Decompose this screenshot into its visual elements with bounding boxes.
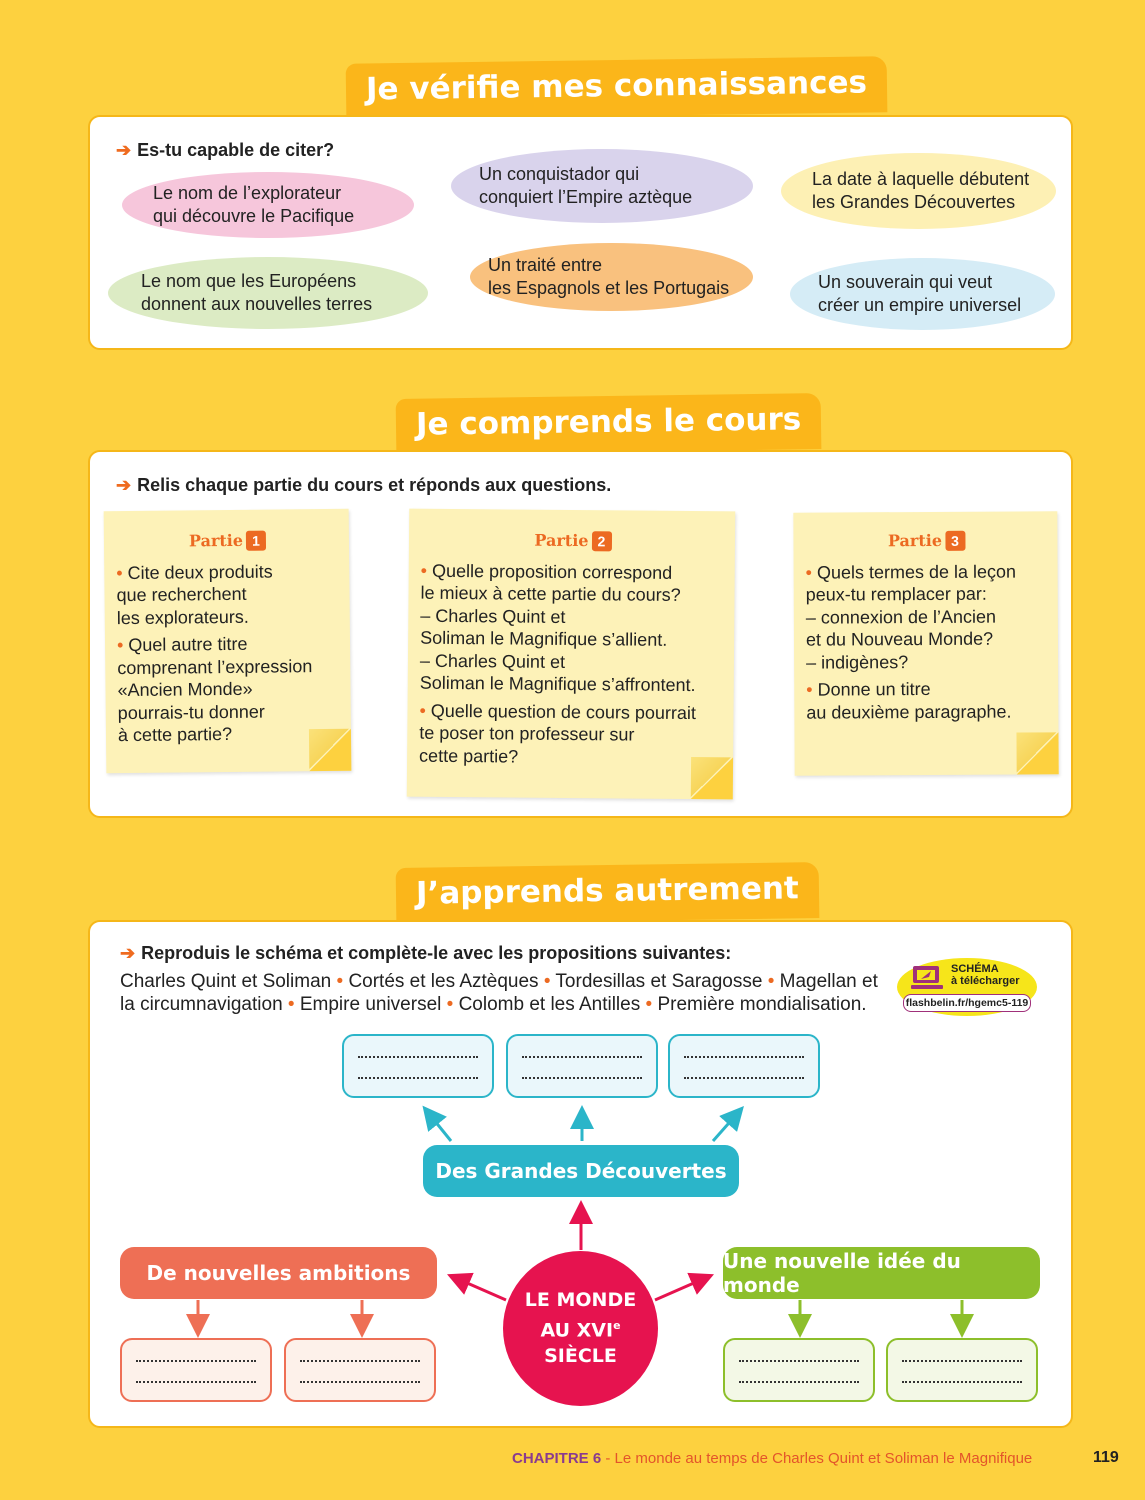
bubble-text-line: les Grandes Découvertes — [812, 192, 1016, 212]
sticky-note-part-1 — [104, 509, 352, 774]
part-number-badge: 3 — [945, 531, 965, 551]
instruction-learn — [120, 943, 731, 964]
bullet-icon: • — [805, 562, 817, 583]
separator-dot: • — [282, 994, 300, 1015]
arrow-icon: ➔ — [116, 140, 132, 160]
proposition-item: Cortés et les Aztèques — [348, 971, 539, 992]
bubble-text-line: Le nom de l’explorateur — [153, 183, 342, 203]
note-line: Soliman le Magnifique s’affrontent. — [419, 672, 696, 696]
proposition-item: Colomb et les Antilles — [458, 994, 641, 1015]
note-line: les explorateurs. — [116, 606, 249, 628]
bullet-icon: • — [116, 635, 129, 656]
note-line: que recherchent — [116, 583, 247, 606]
note-line: le mieux à cette partie du cours? — [420, 582, 681, 605]
note-line: – Charles Quint et — [420, 605, 566, 627]
note-heading — [421, 529, 725, 554]
note-line: «Ancien Monde» — [117, 678, 253, 701]
note-heading — [805, 529, 1047, 553]
separator-dot: • — [331, 971, 349, 992]
note-line: • Donne un titre — [806, 678, 931, 700]
chapter-dash: - — [601, 1450, 615, 1467]
bubble-item — [451, 149, 753, 223]
bubble-item — [108, 257, 428, 329]
bubble-text-line: conquiert l’Empire aztèque — [479, 187, 693, 207]
proposition-item: la circumnavigation — [120, 994, 283, 1015]
bubble-item — [790, 258, 1055, 330]
answer-box-top-2[interactable] — [506, 1034, 658, 1098]
badge-title: SCHÉMA — [951, 963, 999, 975]
bubble-item — [122, 172, 414, 238]
bubble-item — [470, 243, 753, 311]
node-nouvelle-idee-monde: Une nouvelle idée du monde — [723, 1247, 1040, 1299]
proposition-item: Empire universel — [299, 994, 442, 1015]
bubble-text-line: La date à laquelle débutent — [812, 169, 1030, 189]
bubble-text-line: Un traité entre — [488, 255, 603, 275]
section-title-verify: Je vérifie mes connaissances — [346, 56, 888, 120]
bubble-text-line: créer un empire universel — [818, 295, 1022, 315]
note-line: te poser ton professeur sur — [419, 722, 635, 745]
chapter-label: CHAPITRE 6 — [512, 1450, 602, 1467]
center-line-2: AU XVIe SIÈCLE — [540, 1319, 621, 1367]
part-number-badge: 2 — [591, 531, 611, 551]
answer-box-top-3[interactable] — [668, 1034, 820, 1098]
note-line: peux-tu remplacer par: — [805, 583, 987, 605]
note-line: – connexion de l’Ancien — [805, 606, 997, 628]
instruction-understand — [116, 475, 611, 496]
download-badge[interactable] — [897, 958, 1037, 1016]
separator-dot: • — [538, 971, 556, 992]
answer-box-top-1[interactable] — [342, 1034, 494, 1098]
footer-chapter — [512, 1450, 1032, 1467]
part-number-badge: 1 — [246, 531, 266, 551]
chapter-title: Le monde au temps de Charles Quint et Soliman le Magnifique — [614, 1450, 1033, 1467]
answer-box-left-1[interactable] — [120, 1338, 272, 1402]
bubble-text-line: donnent aux nouvelles terres — [141, 294, 373, 314]
answer-box-right-1[interactable] — [723, 1338, 875, 1402]
note-line: au deuxième paragraphe. — [806, 701, 1012, 723]
separator-dot: • — [441, 994, 459, 1015]
note-line: • Quelle question de cours pourrait — [419, 700, 697, 723]
instruction-verify — [116, 140, 334, 161]
computer-icon — [911, 964, 945, 994]
note-line: – Charles Quint et — [419, 650, 566, 672]
section-title-learn: J’apprends autrement — [396, 862, 820, 924]
proposition-item: Tordesillas et Saragosse — [555, 971, 763, 992]
note-line: • Quelle proposition correspond — [420, 560, 673, 583]
sticky-note-part-3 — [793, 511, 1058, 775]
part-label: Partie — [188, 530, 244, 551]
arrow-icon: ➔ — [120, 943, 136, 963]
bullet-icon: • — [806, 679, 818, 700]
proposition-item: Première mondialisation. — [657, 994, 867, 1015]
badge-url[interactable]: flashbelin.fr/hgemc5-119 — [903, 994, 1031, 1012]
note-line: Soliman le Magnifique s’allient. — [420, 627, 668, 650]
note-line: • Cite deux produits — [116, 561, 273, 583]
note-line: à cette partie? — [117, 723, 233, 746]
note-line: • Quels termes de la leçon — [805, 561, 1017, 583]
proposition-item: Charles Quint et Soliman — [120, 971, 332, 992]
instruction-text: Reproduis le schéma et complète-le avec les propositions suivantes: — [141, 943, 732, 963]
note-line: comprenant l’expression — [117, 655, 313, 678]
propositions-list — [120, 970, 878, 1016]
bubble-text-line: Le nom que les Européens — [141, 271, 357, 291]
page-curl-shade — [1016, 732, 1056, 772]
answer-box-left-2[interactable] — [284, 1338, 436, 1402]
page-curl-shade — [691, 757, 731, 797]
answer-box-right-2[interactable] — [886, 1338, 1038, 1402]
node-monde-xvie-siecle — [503, 1251, 658, 1406]
part-label: Partie — [887, 530, 943, 551]
node-grandes-decouvertes: Des Grandes Découvertes — [423, 1145, 739, 1197]
bullet-icon: • — [116, 562, 128, 583]
note-line: cette partie? — [419, 745, 519, 767]
note-line: – indigènes? — [806, 651, 909, 673]
bubble-text-line: Un conquistador qui — [479, 164, 640, 184]
note-line: et du Nouveau Monde? — [805, 628, 994, 650]
instruction-text: Relis chaque partie du cours et réponds aux questions. — [137, 475, 612, 495]
note-line: pourrais-tu donner — [117, 701, 265, 723]
badge-subtitle: à télécharger — [951, 975, 1020, 987]
separator-dot: • — [762, 971, 780, 992]
separator-dot: • — [640, 994, 658, 1015]
node-nouvelles-ambitions: De nouvelles ambitions — [120, 1247, 437, 1299]
bubble-text-line: les Espagnols et les Portugais — [488, 278, 730, 298]
bubble-text-line: Un souverain qui veut — [818, 272, 993, 292]
bullet-icon: • — [419, 700, 431, 721]
bubble-item — [781, 153, 1056, 229]
note-heading — [116, 529, 339, 554]
arrow-icon: ➔ — [116, 475, 132, 495]
section-title-understand: Je comprends le cours — [396, 393, 822, 455]
center-line-1: LE MONDE — [524, 1289, 637, 1312]
page-curl-shade — [309, 729, 349, 769]
bubble-text-line: qui découvre le Pacifique — [153, 206, 355, 226]
part-label: Partie — [534, 530, 589, 551]
page-number: 119 — [1093, 1449, 1119, 1466]
instruction-text: Es-tu capable de citer? — [137, 140, 335, 160]
note-line: • Quel autre titre — [116, 633, 248, 656]
sticky-note-part-2 — [407, 509, 736, 800]
proposition-item: Magellan et — [779, 971, 878, 992]
bullet-icon: • — [420, 560, 433, 581]
